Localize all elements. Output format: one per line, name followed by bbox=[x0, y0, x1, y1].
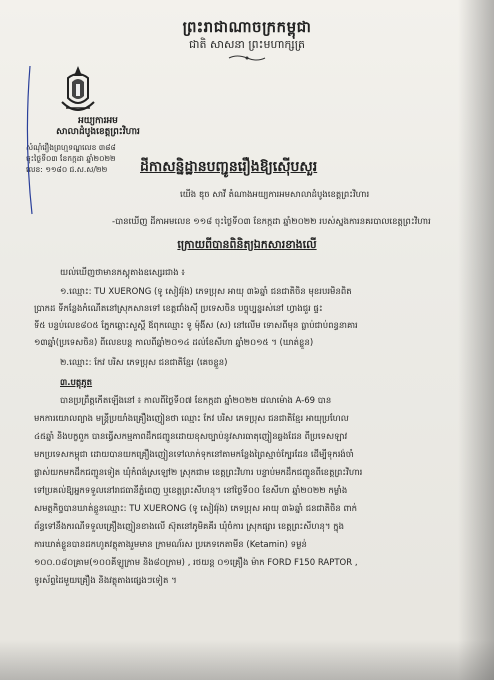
suspect-1-line-1: ១.ឈ្មោះ: TU XUERONG (ទូ សៀវរ៉ុង) ភេទប្រុស អាយុ ៣៦ឆ្នាំ ជនជាតិចិន មុខរបរមិនពិត bbox=[60, 287, 352, 297]
reference-number: លេខ: ១១៨០ ជ.ស.ស/២២ bbox=[26, 165, 108, 174]
facts-line-8: ព័ន្ធទៅនឹងករណីទទួលគ្រឿងញៀនខាងលើ ស៊ុតនៅភូមិគគីរ ឃុំចំការ ស្រុកផ្សារ ខេត្តព្រះសីហនុ។ ក្នុង bbox=[34, 522, 344, 532]
facts-line-2: មកការយោលព្យាង មន្ត្រីប្រយាំងគ្រឿងញៀនថា ឈ្មោះ កែវ បរិស ភេទប្រុស ជនជាតិខ្មែរ អាយុប្រហែល bbox=[34, 414, 349, 424]
facts-line-9: ការឃាត់ខ្លួនបានដកហូតវត្ថុតាងរួមមាន ក្រាមណ័រស ប្រភេទកេតាមីន (Ketamin) ទម្ងន់ bbox=[34, 540, 307, 550]
facts-line-5: ផ្លាស់យកមកដឹកជញ្ជូនទៀត ឃុំកំពង់ស្រឡៅ២ ស្រុកជាម ខេត្តព្រះវិហារ បន្ទាប់មកដឹកជញ្ជូនពីខេត្តព្រះវិហារ bbox=[34, 468, 363, 478]
motto-heading: ជាតិ សាសនា ព្រះមហាក្សត្រ bbox=[189, 38, 305, 51]
suspect-1-line-2: ប្រាកដ ទីកន្លែងកំណើតនៅស្រុកសានទៅ ខេត្តជាំងស៊ី ប្រទេសចិន បច្ចុប្បន្នរស់នៅ ហ្វាងជួរ ផ្ទះ bbox=[34, 304, 323, 314]
facts-line-10: ១០០.០៨០គ្រាម(១០០គីឡូក្រាម និង៨០ក្រាម) , រថយន្ត ០១គ្រឿង ម៉ាក FORD F150 RAPTOR , bbox=[34, 558, 358, 568]
reference-date: ចុះថ្ងៃទី០៣ ខែកក្កដា ឆ្នាំ២០២២ bbox=[26, 154, 116, 163]
ministry-line-2: សាលាដំបូងខេត្តព្រះវិហារ bbox=[56, 127, 140, 137]
intro-line-1: យើង ឌុច សាវី តំណាងអយ្យការអមសាលាដំបូងខេត្តព្រះវិហារ bbox=[180, 190, 370, 200]
suspect-1-line-3: ទី៥ បន្ទប់លេខ៨០៥ ភ្នែកឆ្ពោះសួស្ដី ឪពុកឈ្មោះ ទូ ម៉ុងីស (ស) នៅលើម ទោសពីមុន ធ្លាប់ជាប់ពន្ធនាគារ bbox=[34, 321, 358, 331]
considering-line: យល់ឃើញថាមានភស្តុតាងឧសេ្សរជាង ៖ bbox=[60, 268, 185, 278]
kingdom-heading: ព្រះរាជាណាចក្រកម្ពុជា bbox=[182, 18, 312, 36]
pen-bracket-mark-icon bbox=[22, 60, 82, 220]
facts-line-6: ទៅប្រគល់ឱ្យអ្នកទទួលនៅរាជធានីភ្នំពេញ ឬខេត្តព្រះសីហនុ។ នៅថ្ងៃទី០០ ខែសីហា ឆ្នាំ២០២២ កម្លាំង bbox=[34, 486, 348, 496]
page-shadow-bottom bbox=[0, 640, 494, 680]
page-shadow-right bbox=[458, 0, 494, 680]
facts-line-11: ទូរស័ព្ទដៃមួយគ្រឿង និងវត្ថុតាងផ្សេងៗទៀត ។ bbox=[34, 576, 177, 586]
ornament-divider-icon bbox=[227, 54, 267, 62]
facts-line-3: ៤៥ឆ្នាំ និងបក្ខពួក បានធ្វើសកម្មភាពដឹកជញ្ជូនដោយខុសច្បាប់នូវសារធាតុញៀនឆ្លងដែន ពីប្រទេសឡាវ bbox=[34, 432, 348, 442]
facts-line-1: បានប្រព្រឹត្តកើតឡើងនៅ ៖ កាលពីថ្ងៃទី០៧ ខែកក្កដា ឆ្នាំ២០២២ វេលាម៉ោង A-69 បាន bbox=[60, 396, 332, 406]
intro-line-2: -បានឃើញ ដីកាអមលេខ ១១៨ ចុះថ្ងៃទី០៣ ខែកក្កដា ឆ្នាំ២០២២ របស់ស្នងការនគរបាលខេត្តព្រះវិហារ bbox=[112, 217, 431, 227]
facts-heading: ៣.បត្តុភូត bbox=[60, 378, 93, 388]
reference-case-number: សំណុំរឿងព្រហ្មទណ្ឌលេខ ៣៨៨ bbox=[26, 143, 116, 152]
facts-line-7: សមត្ថកិច្ចបានឃាត់ខ្លួនឈ្មោះ: TU XUERONG (ទូ សៀវរ៉ុង) ភេទប្រុស អាយុ ៣៦ឆ្នាំ ជនជាតិចិន ពាក់ bbox=[34, 504, 357, 514]
ministry-line-1: អយ្យការអម bbox=[78, 116, 118, 126]
suspect-2-line: ២.ឈ្មោះ: កែវ បរិស ភេទប្រុស ជនជាតិខ្មែរ (គេចខ្លួន) bbox=[60, 358, 228, 368]
document-title: ដីកាសន្និដ្ឋានបញ្ជូនរឿងឱ្យស៊ើបសួរ bbox=[140, 159, 318, 175]
review-subtitle: ក្រោយពីបានពិនិត្យឯកសារខាងលើ bbox=[177, 238, 317, 251]
suspect-1-line-4: ១៣ឆ្នាំ(ប្រទេសចិន) ពីលេខបន្ត កាលពីឆ្នាំ២០១៤ ដល់ខែសីហា ឆ្នាំ២០១៥ ។ (ឃាត់ខ្លួន) bbox=[34, 338, 314, 348]
facts-line-4: មកប្រទេសកម្ពុជា ដោយបានយកគ្រឿងញៀនទៅលាក់ទុកនៅតាមកន្លែងព្រៃស្មាច់ក្បែរដែន ដើម្បីទុករង់ចាំ bbox=[34, 450, 354, 460]
